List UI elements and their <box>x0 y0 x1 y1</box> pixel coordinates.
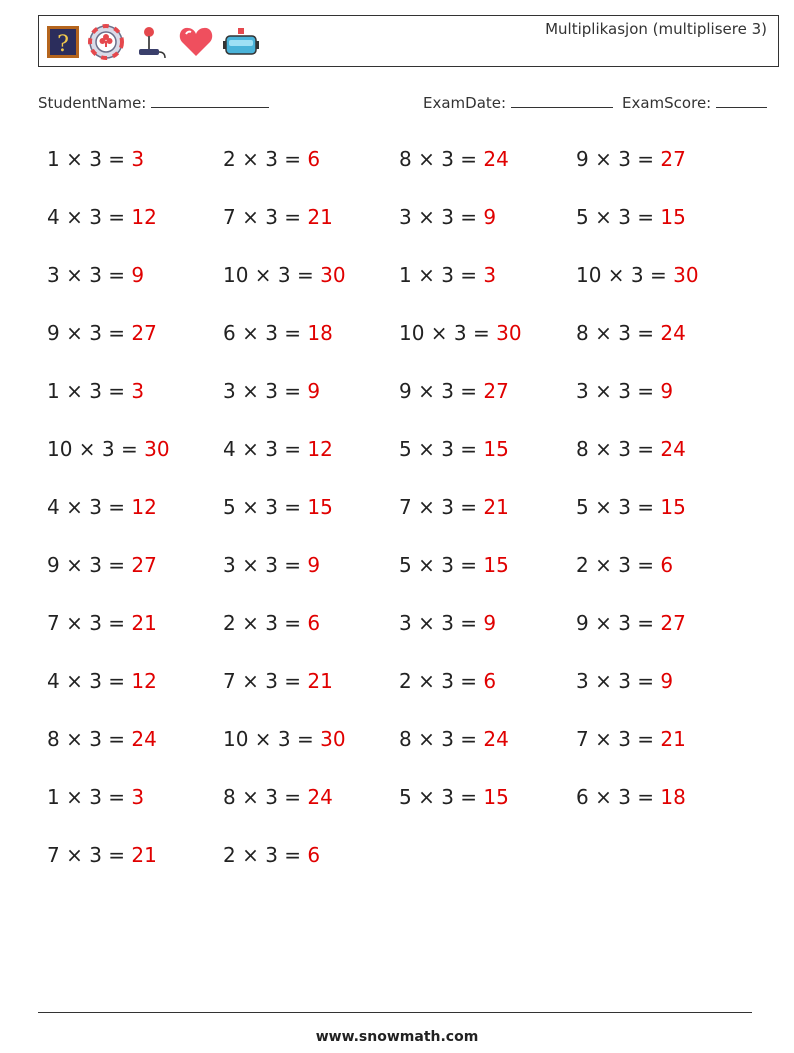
problem-answer: 6 <box>483 669 497 693</box>
problem-question: 7 × 3 = <box>47 611 132 635</box>
problem-answer: 9 <box>660 669 674 693</box>
problem-answer: 3 <box>131 379 145 403</box>
problem-answer: 12 <box>131 205 157 229</box>
problem-item <box>576 147 686 171</box>
problem-answer: 12 <box>131 495 157 519</box>
problem-question: 3 × 3 = <box>47 263 132 287</box>
problem-answer: 21 <box>131 843 157 867</box>
problem-answer: 6 <box>307 147 321 171</box>
problem-answer: 21 <box>307 669 333 693</box>
problem-question: 5 × 3 = <box>399 785 484 809</box>
problem-answer: 6 <box>660 553 674 577</box>
problem-item <box>47 611 157 635</box>
problem-item <box>399 495 509 519</box>
problem-item <box>576 205 686 229</box>
problem-answer: 27 <box>660 147 686 171</box>
problem-item <box>47 437 170 461</box>
problem-answer: 21 <box>660 727 686 751</box>
problem-item <box>576 321 686 345</box>
problem-question: 2 × 3 = <box>576 553 661 577</box>
problem-item <box>399 379 509 403</box>
problem-question: 8 × 3 = <box>223 785 308 809</box>
problem-item <box>399 669 496 693</box>
problem-answer: 6 <box>307 611 321 635</box>
problem-question: 2 × 3 = <box>223 147 308 171</box>
problem-question: 7 × 3 = <box>576 727 661 751</box>
problem-answer: 30 <box>496 321 522 345</box>
problem-question: 7 × 3 = <box>47 843 132 867</box>
problem-item <box>576 727 686 751</box>
problem-item <box>47 321 157 345</box>
problem-item <box>223 263 346 287</box>
problem-question: 3 × 3 = <box>399 611 484 635</box>
problem-question: 9 × 3 = <box>47 553 132 577</box>
problem-question: 6 × 3 = <box>223 321 308 345</box>
problem-question: 2 × 3 = <box>223 611 308 635</box>
problem-answer: 15 <box>483 785 509 809</box>
problem-answer: 24 <box>660 321 686 345</box>
problem-item <box>47 669 157 693</box>
problem-question: 10 × 3 = <box>576 263 674 287</box>
problem-item <box>576 553 673 577</box>
problem-item <box>576 437 686 461</box>
problem-question: 5 × 3 = <box>399 437 484 461</box>
problem-question: 5 × 3 = <box>399 553 484 577</box>
problem-item <box>47 785 144 809</box>
problem-item <box>399 785 509 809</box>
problem-answer: 9 <box>483 611 497 635</box>
problem-answer: 21 <box>131 611 157 635</box>
problem-item <box>223 495 333 519</box>
problem-question: 4 × 3 = <box>47 205 132 229</box>
problem-item <box>223 147 320 171</box>
problem-question: 3 × 3 = <box>223 379 308 403</box>
problem-item <box>47 553 157 577</box>
problem-item <box>223 611 320 635</box>
problem-answer: 15 <box>660 205 686 229</box>
heart-icon <box>178 24 214 60</box>
problem-question: 4 × 3 = <box>47 669 132 693</box>
problem-item <box>399 727 509 751</box>
problem-question: 9 × 3 = <box>399 379 484 403</box>
footer-website: www.snowmath.com <box>315 1029 479 1045</box>
problem-item <box>576 669 673 693</box>
problem-answer: 27 <box>660 611 686 635</box>
problem-question: 7 × 3 = <box>223 669 308 693</box>
problem-question: 8 × 3 = <box>399 147 484 171</box>
problem-answer: 3 <box>131 147 145 171</box>
problem-question: 7 × 3 = <box>223 205 308 229</box>
problem-answer: 30 <box>320 263 346 287</box>
problem-answer: 18 <box>307 321 333 345</box>
problem-item <box>47 495 157 519</box>
problem-item <box>47 843 157 867</box>
problem-answer: 27 <box>483 379 509 403</box>
problem-question: 4 × 3 = <box>223 437 308 461</box>
worksheet-title: Multiplikasjon (multiplisere 3) <box>545 20 767 38</box>
problem-question: 7 × 3 = <box>399 495 484 519</box>
problem-question: 8 × 3 = <box>399 727 484 751</box>
problem-item <box>576 785 686 809</box>
problem-answer: 6 <box>307 843 321 867</box>
problem-question: 10 × 3 = <box>399 321 497 345</box>
problem-item <box>576 379 673 403</box>
problem-answer: 9 <box>131 263 145 287</box>
problem-answer: 24 <box>483 727 509 751</box>
problem-question: 9 × 3 = <box>576 147 661 171</box>
problem-answer: 27 <box>131 321 157 345</box>
problem-answer: 24 <box>307 785 333 809</box>
problem-question: 3 × 3 = <box>576 379 661 403</box>
vr-headset-icon <box>223 24 259 60</box>
exam-score-field <box>622 93 767 112</box>
problem-question: 10 × 3 = <box>47 437 145 461</box>
problem-question: 8 × 3 = <box>47 727 132 751</box>
problem-item <box>223 727 346 751</box>
problem-item <box>47 263 144 287</box>
problem-question: 9 × 3 = <box>47 321 132 345</box>
problem-question: 1 × 3 = <box>47 379 132 403</box>
problem-item <box>223 205 333 229</box>
exam-date-blank <box>511 93 613 108</box>
problem-question: 6 × 3 = <box>576 785 661 809</box>
question-box-icon <box>45 24 81 60</box>
problem-item <box>223 785 333 809</box>
exam-date-label: ExamDate: <box>423 94 507 112</box>
problem-answer: 9 <box>307 379 321 403</box>
problem-item <box>399 437 509 461</box>
problem-answer: 9 <box>483 205 497 229</box>
problem-answer: 15 <box>483 437 509 461</box>
problem-item <box>399 321 522 345</box>
problem-question: 1 × 3 = <box>399 263 484 287</box>
problem-question: 8 × 3 = <box>576 437 661 461</box>
problem-question: 5 × 3 = <box>576 205 661 229</box>
problem-answer: 3 <box>483 263 497 287</box>
problem-item <box>223 321 333 345</box>
problem-answer: 15 <box>307 495 333 519</box>
exam-score-label: ExamScore: <box>622 94 712 112</box>
problem-item <box>47 727 157 751</box>
problem-item <box>576 495 686 519</box>
problem-item <box>47 147 144 171</box>
problem-question: 5 × 3 = <box>576 495 661 519</box>
problem-question: 2 × 3 = <box>223 843 308 867</box>
student-name-field <box>38 93 269 112</box>
svg-text:?: ? <box>57 32 69 57</box>
problem-question: 5 × 3 = <box>223 495 308 519</box>
problem-item <box>399 147 509 171</box>
problem-answer: 15 <box>660 495 686 519</box>
problem-question: 1 × 3 = <box>47 785 132 809</box>
problem-item <box>399 205 496 229</box>
problem-question: 9 × 3 = <box>576 611 661 635</box>
problem-answer: 27 <box>131 553 157 577</box>
problem-item <box>223 669 333 693</box>
problem-answer: 24 <box>660 437 686 461</box>
problem-answer: 30 <box>673 263 699 287</box>
problem-question: 2 × 3 = <box>399 669 484 693</box>
problem-item <box>576 263 699 287</box>
problem-answer: 21 <box>307 205 333 229</box>
problem-answer: 12 <box>131 669 157 693</box>
problem-item <box>223 843 320 867</box>
problem-question: 10 × 3 = <box>223 263 321 287</box>
joystick-icon <box>133 24 169 60</box>
footer-divider <box>38 1012 752 1013</box>
problem-answer: 9 <box>660 379 674 403</box>
problem-item <box>223 437 333 461</box>
problem-question: 4 × 3 = <box>47 495 132 519</box>
worksheet-header <box>38 15 779 67</box>
problem-answer: 24 <box>131 727 157 751</box>
problem-item <box>223 553 320 577</box>
student-name-label: StudentName: <box>38 94 147 112</box>
problem-answer: 3 <box>131 785 145 809</box>
problem-question: 1 × 3 = <box>47 147 132 171</box>
problem-item <box>223 379 320 403</box>
problem-answer: 24 <box>483 147 509 171</box>
problem-item <box>399 611 496 635</box>
problem-item <box>399 263 496 287</box>
problem-question: 8 × 3 = <box>576 321 661 345</box>
problem-question: 3 × 3 = <box>399 205 484 229</box>
exam-date-field <box>423 93 613 112</box>
problem-question: 10 × 3 = <box>223 727 321 751</box>
problem-answer: 21 <box>483 495 509 519</box>
problem-answer: 30 <box>320 727 346 751</box>
student-name-blank <box>151 93 269 108</box>
problem-item <box>399 553 509 577</box>
problem-question: 3 × 3 = <box>223 553 308 577</box>
problem-answer: 12 <box>307 437 333 461</box>
problem-item <box>47 205 157 229</box>
poker-chip-icon <box>88 24 124 60</box>
problem-answer: 9 <box>307 553 321 577</box>
exam-score-blank <box>716 93 767 108</box>
problem-answer: 18 <box>660 785 686 809</box>
problem-answer: 15 <box>483 553 509 577</box>
problem-question: 3 × 3 = <box>576 669 661 693</box>
problem-item <box>47 379 144 403</box>
problem-item <box>576 611 686 635</box>
problem-answer: 30 <box>144 437 170 461</box>
